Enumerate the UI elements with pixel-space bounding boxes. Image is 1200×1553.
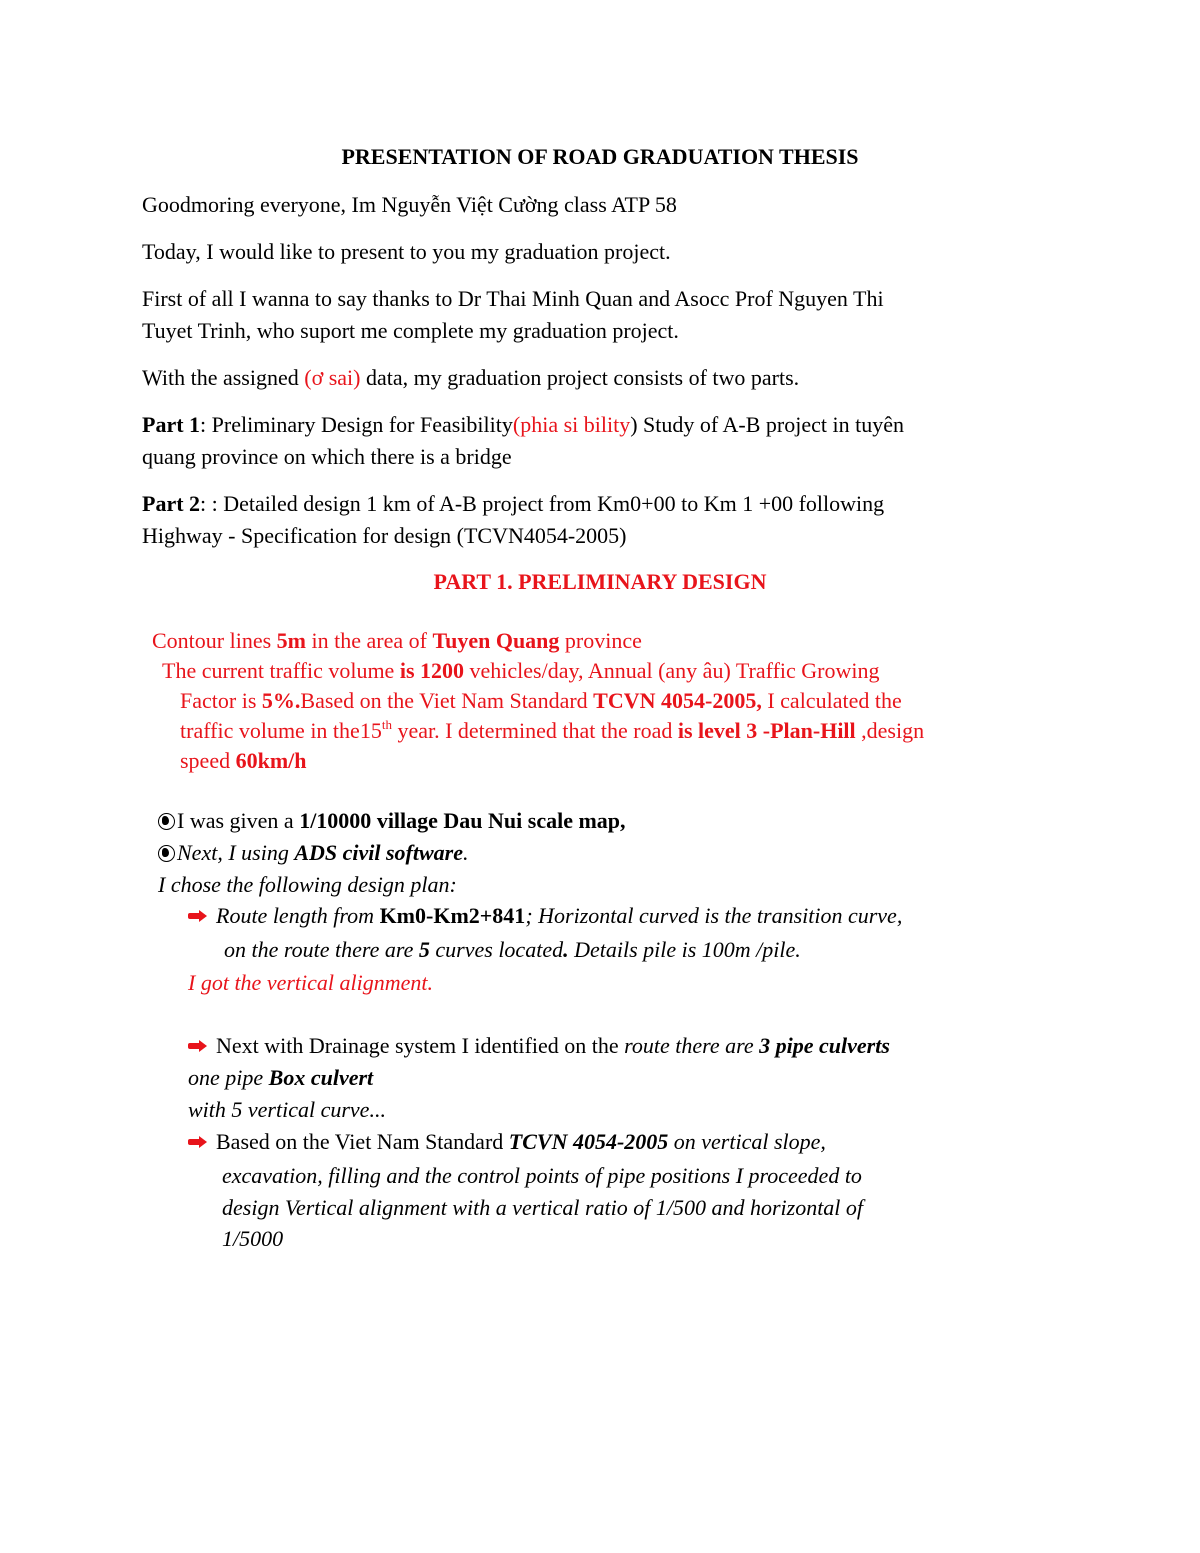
document-title: PRESENTATION OF ROAD GRADUATION THESIS [341, 144, 859, 169]
map-scale: 1/10000 [299, 808, 372, 833]
contour-text-a: Contour lines [152, 628, 277, 653]
based-text-c: on vertical slope, [668, 1129, 826, 1154]
based-line-4: 1/5000 [222, 1226, 284, 1251]
software-line [158, 838, 469, 868]
part1-text-b: ) Study of A-B project in tuyên [630, 412, 904, 437]
route-line [188, 901, 902, 931]
software-name: ADS civil software [294, 840, 463, 865]
level-line [180, 716, 924, 746]
box-text-a: one pipe [188, 1065, 269, 1090]
route2-text-e: Details pile is 100m /pile. [568, 937, 801, 962]
right-arrow-bullet-icon [188, 1136, 208, 1148]
contour-value: 5m [276, 628, 306, 653]
part2-label: Part 2 [142, 491, 201, 516]
section-heading: PART 1. PRELIMINARY DESIGN [433, 569, 767, 594]
map-text-c: village Dau Nui scale map, [371, 808, 626, 833]
standard-code: TCVN 4054-2005, [593, 688, 762, 713]
route-line-2 [224, 935, 801, 965]
level-text-b: year. I determined that the road [391, 718, 678, 743]
based-text-a: Based on the Viet Nam Standard [216, 1129, 509, 1154]
growth-text-c: Based on the Viet Nam Standard [300, 688, 594, 713]
globe-icon [158, 813, 175, 830]
greeting-line: Goodmoring everyone, Im Nguyễn Việt Cường class ATP 58 [142, 192, 677, 217]
part2-text-a: : : Detailed design 1 km of A-B project from Km0+00 to Km 1 +00 following [200, 491, 885, 516]
map-text-a: I was given a [177, 808, 300, 833]
map-line [158, 806, 626, 836]
level-text-d: ,design [855, 718, 925, 743]
chose-line: I chose the following design plan: [158, 872, 457, 897]
based-line-2: excavation, filling and the control points of pipe positions I proceeded to [222, 1163, 862, 1188]
speed-line [180, 746, 307, 776]
drainage-text-b: route there are [624, 1033, 760, 1058]
software-text-a: Next, I using [177, 840, 295, 865]
part1-text-a: : Preliminary Design for Feasibility [200, 412, 513, 437]
assigned-line [142, 363, 799, 393]
growth-text-a: Factor is [180, 688, 262, 713]
contour-line [152, 626, 642, 656]
right-arrow-bullet-icon [188, 910, 208, 922]
based-line [188, 1127, 826, 1157]
design-speed: 60km/h [235, 748, 307, 773]
vertical-curve-line: with 5 vertical curve... [188, 1097, 386, 1122]
ordinal-sup: th [381, 717, 392, 732]
growth-text-e: I calculated the [761, 688, 902, 713]
speed-text-a: speed [180, 748, 236, 773]
globe-icon [158, 845, 175, 862]
based-line-3: design Vertical alignment with a vertical ratio of 1/500 and horizontal of [222, 1195, 864, 1220]
traffic-value: is 1200 [399, 658, 465, 683]
part1-label: Part 1 [142, 412, 201, 437]
vertical-line: I got the vertical alignment. [188, 970, 433, 995]
today-line: Today, I would like to present to you my graduation project. [142, 239, 671, 264]
traffic-line [162, 656, 879, 686]
route-text-c: ; Horizontal curved is the transition curve, [525, 903, 903, 928]
road-level: is level 3 -Plan-Hill [677, 718, 856, 743]
growth-value: 5%. [261, 688, 301, 713]
box-culvert: Box culvert [268, 1065, 374, 1090]
part2-line-2: Highway - Specification for design (TCVN4054-2005) [142, 523, 627, 548]
part1-line-2: quang province on which there is a bridge [142, 444, 512, 469]
drainage-line [188, 1031, 890, 1061]
assigned-text-b: data, my graduation project consists of two parts. [360, 365, 800, 390]
level-text-a: traffic volume in the15 [180, 718, 382, 743]
part2-line [142, 489, 884, 519]
curve-count: 5 [418, 937, 430, 962]
route2-text-c: curves located [429, 937, 564, 962]
based-standard: TCVN 4054-2005 [508, 1129, 669, 1154]
part1-line [142, 410, 904, 440]
route-length: Km0-Km2+841 [379, 903, 526, 928]
thanks-line-1: First of all I wanna to say thanks to Dr Thai Minh Quan and Asocc Prof Nguyen Thi [142, 286, 884, 311]
route2-text-a: on the route there are [224, 937, 419, 962]
traffic-text-a: The current traffic volume [162, 658, 400, 683]
contour-text-c: in the area of [306, 628, 433, 653]
contour-text-e: province [559, 628, 642, 653]
box-culvert-line [188, 1063, 373, 1093]
right-arrow-bullet-icon [188, 1040, 208, 1052]
software-text-c: . [463, 840, 469, 865]
pipe-culvert-count: 3 pipe culverts [759, 1033, 890, 1058]
part1-note: (phia si bility [512, 412, 631, 437]
growth-line [180, 686, 902, 716]
assigned-note: (ơ sai) [304, 365, 361, 390]
province-name: Tuyen Quang [432, 628, 560, 653]
thanks-line-2: Tuyet Trinh, who suport me complete my graduation project. [142, 318, 679, 343]
traffic-text-c: vehicles/day, Annual (any âu) Traffic Growing [464, 658, 880, 683]
route2-period: . [563, 937, 569, 962]
assigned-text-a: With the assigned [142, 365, 305, 390]
drainage-text-a: Next with Drainage system I identified on the [216, 1033, 625, 1058]
route-text-a: Route length from [216, 903, 380, 928]
